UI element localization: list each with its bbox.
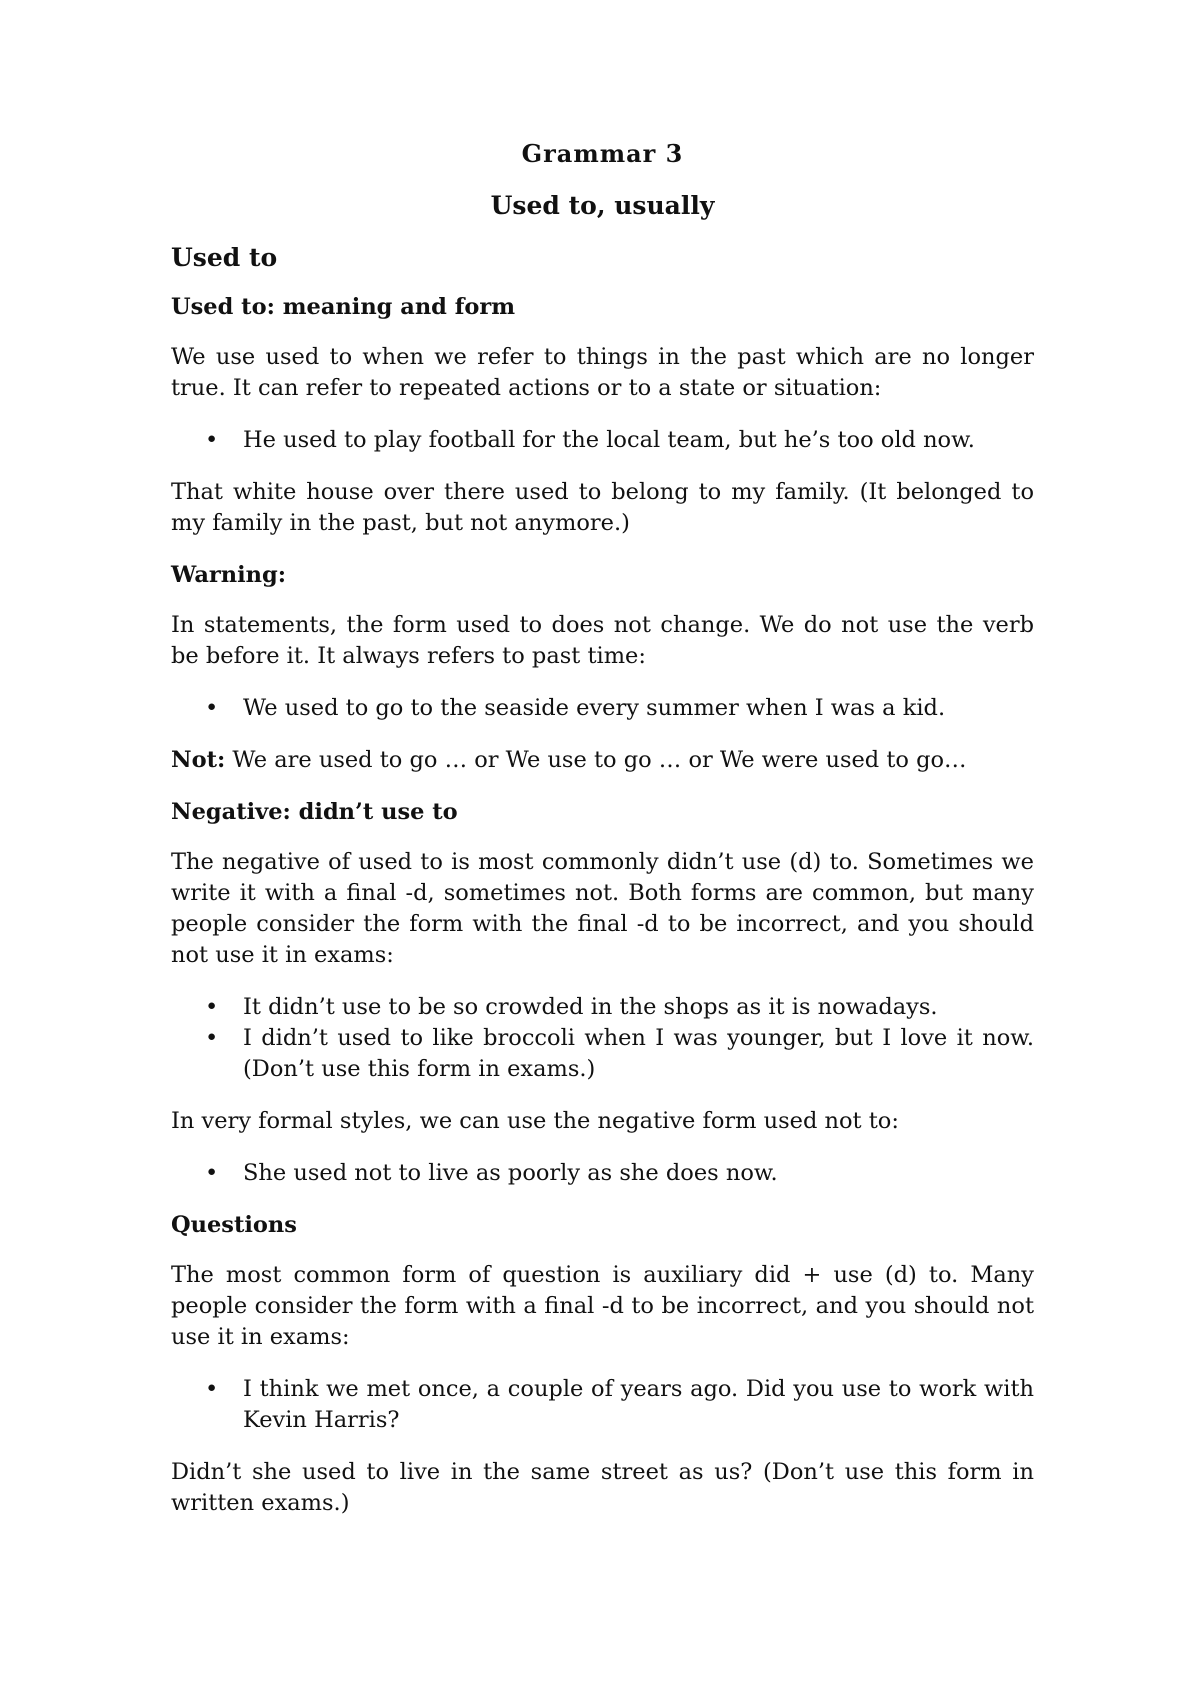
paragraph-not [171, 745, 1034, 776]
paragraph-negative: The negative of used to is most commonly didn’t use (d) to. Sometimes we write it with a final -d, sometimes not. Both forms are common, but many people consider the form with the final -d to be incorrect, and you should not use it in exams: [171, 849, 1034, 968]
list-item-text: We used to go to the seaside every summer when I was a kid. [243, 695, 946, 721]
paragraph-questions: The most common form of question is auxiliary did + use (d) to. Many people consider the form with a final -d to be incorrect, and you should not use it in exams: [171, 1262, 1034, 1350]
list-item-text: It didn’t use to be so crowded in the shops as it is nowadays. [243, 994, 938, 1020]
document-page [171, 138, 1034, 1540]
paragraph-meaning: We use used to when we refer to things in the past which are no longer true. It can refer to repeated actions or to a state or situation: [171, 344, 1034, 401]
list-item [205, 992, 1034, 1023]
list-item [205, 1374, 1034, 1436]
subheading-meaning-and-form: Used to: meaning and form [171, 294, 516, 320]
document-title: Grammar 3 [521, 139, 684, 168]
bullet-icon: • [205, 427, 219, 453]
list-item-text: I think we met once, a couple of years ago. Did you use to work with Kevin Harris? [243, 1376, 1034, 1433]
paragraph-white-house: That white house over there used to belong to my family. (It belonged to my family in the past, but not anymore.) [171, 479, 1034, 536]
bullet-list-meaning [171, 425, 1034, 456]
list-item-text: He used to play football for the local team, but he’s too old now. [243, 427, 975, 453]
subheading-negative: Negative: didn’t use to [171, 799, 458, 825]
paragraph-formal: In very formal styles, we can use the negative form used not to: [171, 1108, 899, 1134]
not-label: Not: [171, 747, 226, 773]
paragraph-didnt-she: Didn’t she used to live in the same street as us? (Don’t use this form in written exams.) [171, 1459, 1034, 1516]
not-text: We are used to go … or We use to go … or We were used to go… [225, 747, 967, 773]
bullet-list-warning [171, 693, 1034, 724]
subheading-warning: Warning: [171, 562, 287, 588]
list-item-text: I didn’t used to like broccoli when I was younger, but I love it now. (Don’t use this form in exams.) [243, 1025, 1034, 1082]
list-item [205, 693, 1034, 724]
bullet-list-formal [171, 1158, 1034, 1189]
list-item [205, 1158, 1034, 1189]
bullet-list-questions [171, 1374, 1034, 1436]
bullet-icon: • [205, 1376, 219, 1402]
bullet-icon: • [205, 1160, 219, 1186]
bullet-list-negative [171, 992, 1034, 1085]
subheading-questions: Questions [171, 1212, 297, 1238]
bullet-icon: • [205, 994, 219, 1020]
section-heading-used-to: Used to [171, 243, 278, 272]
paragraph-warning: In statements, the form used to does not change. We do not use the verb be before it. It always refers to past time: [171, 612, 1034, 669]
bullet-icon: • [205, 695, 219, 721]
list-item [205, 1023, 1034, 1085]
list-item-text: She used not to live as poorly as she does now. [243, 1160, 778, 1186]
bullet-icon: • [205, 1025, 219, 1051]
list-item [205, 425, 1034, 456]
document-subtitle: Used to, usually [490, 191, 715, 220]
